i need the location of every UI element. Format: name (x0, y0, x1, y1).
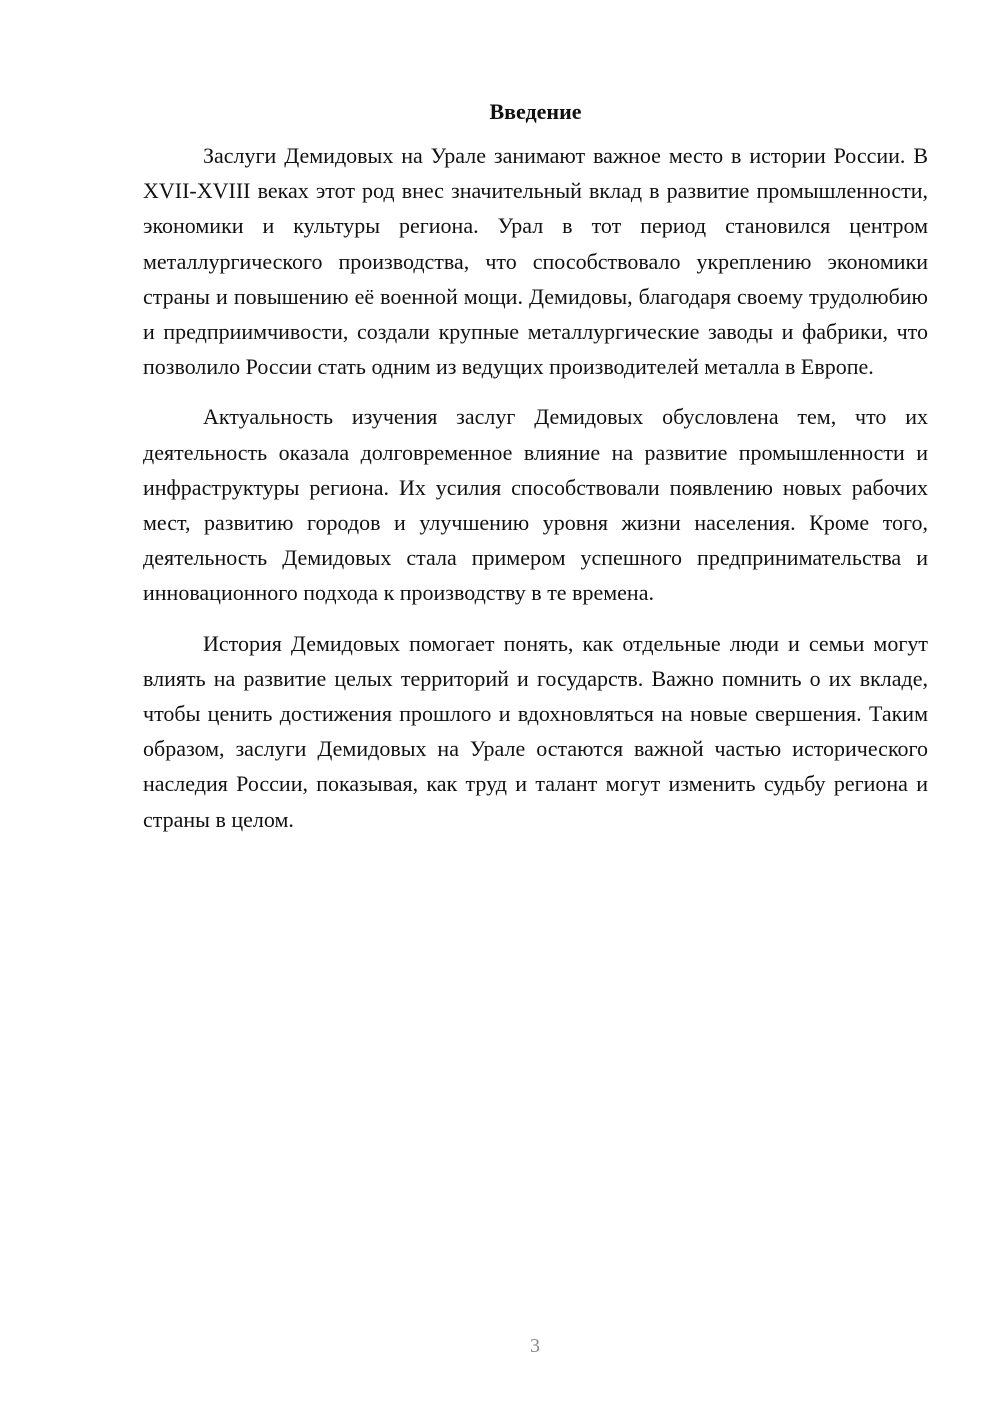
paragraph-1: Заслуги Демидовых на Урале занимают важное место в истории России. В XVII-XVIII веках этот род внес значительный вклад в развитие промышленности, экономики и культуры региона. Урал в тот период становился центром металлургического производства, что способствовало укреплению экономики страны и повышению её военной мощи. Демидовы, благодаря своему трудолюбию и предприимчивости, создали крупные металлургические заводы и фабрики, что позволило России стать одним из ведущих производителей металла в Европе. (143, 143, 928, 380)
page-content (143, 98, 928, 852)
page-number: 3 (530, 1335, 540, 1357)
section-heading: Введение (489, 99, 582, 124)
paragraph-3: История Демидовых помогает понять, как отдельные люди и семьи могут влиять на развитие целых территорий и государств. Важно помнить о их вкладе, чтобы ценить достижения прошлого и вдохновляться на новые свершения. Таким образом, заслуги Демидовых на Урале остаются важной частью исторического наследия России, показывая, как труд и талант могут изменить судьбу региона и страны в целом. (143, 630, 928, 832)
paragraph-2: Актуальность изучения заслуг Демидовых обусловлена тем, что их деятельность оказала долговременное влияние на развитие промышленности и инфраструктуры региона. Их усилия способствовали появлению новых рабочих мест, развитию городов и улучшению уровня жизни населения. Кроме того, деятельность Демидовых стала примером успешного предпринимательства и инновационного подхода к производству в те времена. (143, 404, 928, 606)
